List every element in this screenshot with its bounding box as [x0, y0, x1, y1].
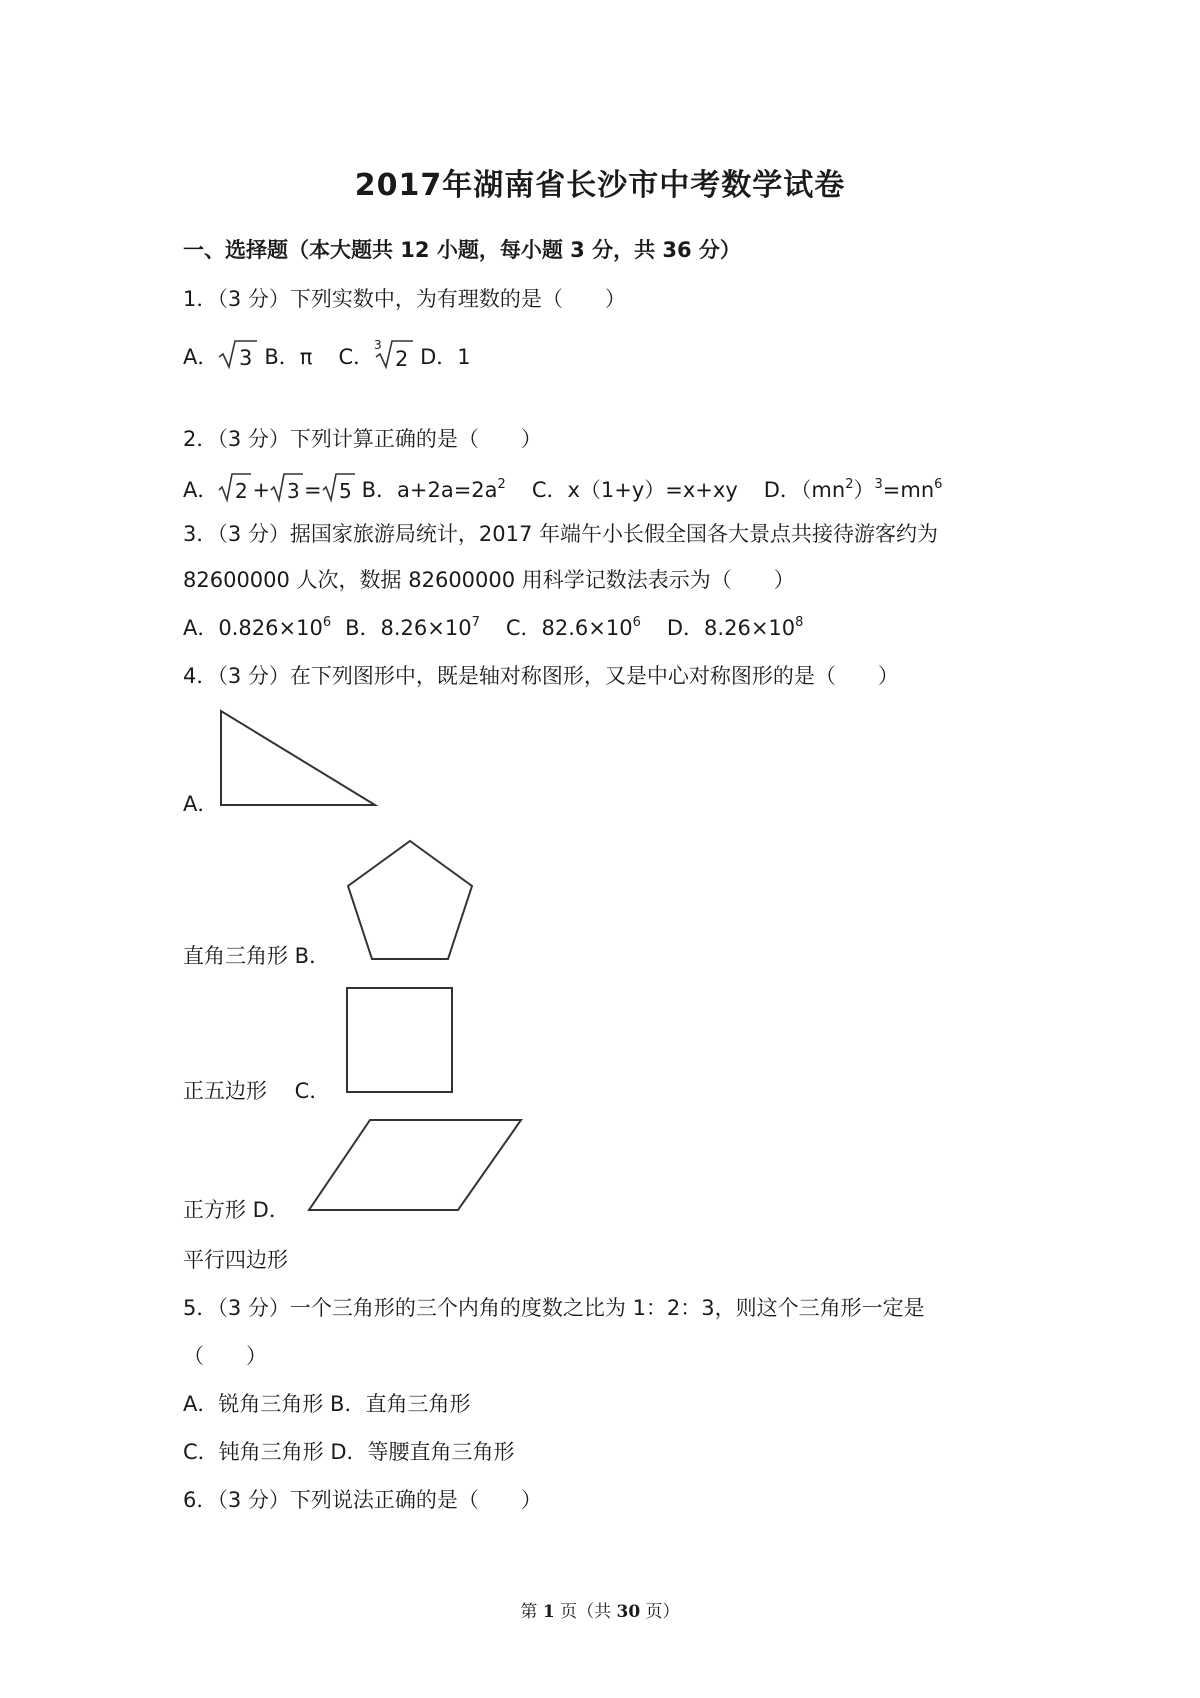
q2-d-base: D．（mn: [763, 478, 846, 502]
footer-suffix: 页）: [640, 1602, 680, 1622]
q3-option-a: [183, 616, 331, 640]
question-2-options: [183, 471, 942, 504]
cube-root-icon: [374, 336, 414, 370]
question-6-stem: 6．（3 分）下列说法正确的是（ ）: [183, 1488, 542, 1512]
q4-caption-a-option-b-label: 直角三角形 B．: [183, 944, 331, 968]
q3-c-base: C．82.6×10: [505, 616, 633, 640]
q3-b-base: B．8.26×10: [345, 616, 472, 640]
q1-c-index: 3: [374, 338, 382, 352]
regular-pentagon-figure: [345, 838, 475, 962]
q2-a-radicand-2: 3: [286, 479, 300, 503]
q3-b-exponent: 7: [471, 615, 480, 630]
question-3-stem-line2: 82600000 人次，数据 82600000 用科学记数法表示为（ ）: [183, 568, 795, 592]
section-heading: 一、选择题（本大题共 12 小题，每小题 3 分，共 36 分）: [183, 238, 741, 262]
q1-c-radicand: 2: [395, 347, 409, 370]
parallelogram-figure: [306, 1117, 524, 1213]
footer-total-pages: 30: [616, 1602, 641, 1622]
page-title: 2017年湖南省长沙市中考数学试卷: [354, 168, 846, 203]
q2-b-exponent: 2: [497, 477, 506, 492]
square-root-icon: [218, 338, 258, 370]
q1-option-c-label: C．: [338, 345, 375, 369]
q2-d-tail: =mn: [882, 478, 935, 502]
q1-option-b: B．π: [264, 345, 313, 369]
q4-caption-b-option-c-label: 正五边形 C．: [183, 1079, 331, 1103]
question-4-stem: 4．（3 分）在下列图形中，既是轴对称图形，又是中心对称图形的是（ ）: [183, 664, 899, 688]
question-5-stem-line2: （ ）: [183, 1344, 267, 1368]
q2-d-exponent-2: 3: [874, 477, 883, 492]
square-figure: [345, 986, 455, 1094]
right-triangle-figure: [218, 708, 378, 808]
q4-option-a-label: A．: [183, 792, 219, 816]
footer-page-number: 1: [542, 1602, 555, 1622]
q1-option-d: D．1: [420, 345, 471, 369]
q3-d-exponent: 8: [795, 615, 804, 630]
q1-a-radicand: 3: [239, 346, 253, 370]
q2-option-d: [764, 478, 943, 502]
square-root-icon: [270, 471, 304, 503]
q2-option-a-label: A．: [183, 478, 219, 502]
q2-option-b: [362, 478, 506, 502]
question-5-stem-line1: 5．（3 分）一个三角形的三个内角的度数之比为 1：2：3，则这个三角形一定是: [183, 1296, 925, 1320]
question-5-options-cd: C．钝角三角形 D．等腰直角三角形: [183, 1440, 515, 1464]
footer-middle: 页（共: [554, 1602, 617, 1622]
q1-option-a-label: A．: [183, 345, 219, 369]
q2-option-c: C．x（1+y）=x+xy: [531, 478, 738, 502]
q4-caption-d: 平行四边形: [183, 1248, 288, 1272]
page-footer: [0, 1597, 1200, 1622]
q3-option-d: [667, 616, 804, 640]
q4-caption-c-option-d-label: 正方形 D．: [183, 1198, 290, 1222]
q2-a-equals: =: [303, 478, 322, 502]
q3-c-exponent: 6: [632, 615, 641, 630]
question-1-options: [183, 336, 471, 371]
q2-a-radicand-3: 5: [338, 479, 352, 503]
square-root-icon: [218, 471, 252, 503]
footer-prefix: 第: [520, 1602, 543, 1622]
q3-option-b: [345, 616, 480, 640]
q2-a-plus: +: [252, 478, 270, 502]
question-3-stem-line1: 3．（3 分）据国家旅游局统计，2017 年端午小长假全国各大景点共接待游客约为: [183, 522, 939, 546]
question-3-options: [183, 614, 803, 642]
q3-d-base: D．8.26×10: [666, 616, 796, 640]
q3-a-exponent: 6: [322, 615, 332, 630]
q3-a-base: A．0.826×10: [183, 616, 323, 640]
q2-a-radicand-1: 2: [235, 479, 249, 503]
q2-d-exponent-1: 2: [845, 477, 854, 492]
q2-d-paren: ）: [853, 478, 875, 502]
square-root-icon: [322, 471, 356, 503]
q2-b-base: B．a+2a=2a: [361, 478, 498, 502]
q2-d-exponent-3: 6: [934, 477, 943, 492]
question-2-stem: 2．（3 分）下列计算正确的是（ ）: [183, 427, 542, 451]
question-5-options-ab: A．锐角三角形 B．直角三角形: [183, 1392, 471, 1416]
q3-option-c: [506, 616, 641, 640]
question-1-stem: 1．（3 分）下列实数中，为有理数的是（ ）: [183, 287, 626, 311]
